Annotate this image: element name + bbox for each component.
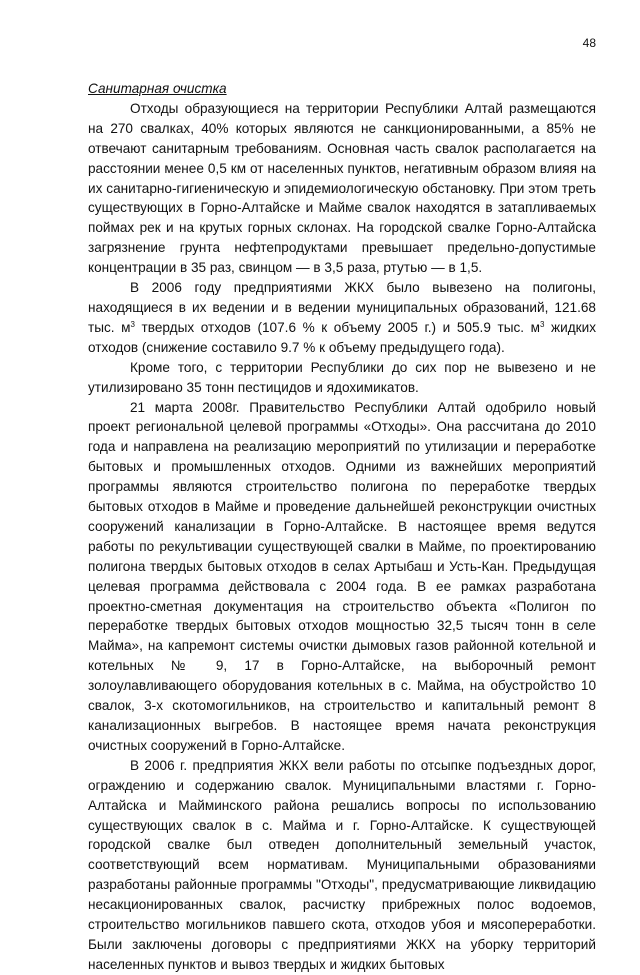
superscript-cubic: 3	[539, 319, 545, 329]
paragraph-text: жидких отходов (снижение составило 9.7 % к объему предыдущего года).	[88, 319, 596, 355]
paragraph-text: В 2006 году предприятиями ЖКХ было вывезено на полигоны, находящиеся в их ведении и в ведении муниципальных образований, 121.68 тыс. м	[88, 280, 596, 335]
page-content	[88, 79, 596, 975]
superscript-cubic: 3	[130, 319, 135, 329]
section-heading: Санитарная очистка	[88, 81, 227, 96]
page-number: 48	[582, 36, 596, 50]
paragraph-pesticides: Кроме того, с территории Республики до сих пор не вывезено и не утилизировано 35 тонн пестицидов и ядохимикатов.	[88, 359, 596, 395]
paragraph-2006-works: В 2006 г. предприятия ЖКХ вели работы по отсыпке подъездных дорог, ограждению и содержанию свалок. Муниципальными властями г. Горно-Алтайска и Майминского района решались вопросы по использованию существующих свалок в с. Майма и г. Горно-Алтайске. К существующей городской свалке был отведен дополнительный земельный участок, соответствующий всем нормативам. Муниципальными образованиями разработаны районные программы "Отходы", предусматривающие ликвидацию несакционированных свалок, расчистку прибрежных полос водоемов, строительство могильников павшего скота, отходов убоя и мясопереработки. Были заключены договоры с предприятиями ЖКХ на уборку территорий населенных пунктов и вывоз твердых и жидких бытовых	[88, 757, 596, 972]
paragraph-waste-program: 21 марта 2008г. Правительство Республики Алтай одобрило новый проект региональной целевой программы «Отходы». Она рассчитана до 2010 года и направлена на реализацию мероприятий по утилизации и переработке бытовых и промышленных отходов. Одними из важнейших мероприятий программы являются строительство полигона по переработке твердых бытовых отходов в Майме и проведение дальнейшей реконструкции очистных сооружений канализации в Горно-Алтайске. В настоящее время ведутся работы по рекультивации существующей свалки в Майме, по проектированию полигона твердых бытовых отходов в селах Артыбаш и Усть-Кан. Предыдущая целевая программа действовала с 2004 года. В ее рамках разработана проектно-сметная документация на строительство объекта «Полигон по переработке твердых бытовых отходов мощностью 32,5 тысяч тонн в селе Майма», на капремонт системы очистки дымовых газов районной котельной и котельных № 9, 17 в Горно-Алтайске, на выборочный ремонт золоулавливающего оборудования котельных в с. Майма, на обустройство 10 свалок, 3-х скотомогильников, на строительство и капитальный ремонт 8 канализационных выгребов. В настоящее время начата реконструкция очистных сооружений в Горно-Алтайске.	[88, 399, 596, 753]
paragraph-text: твердых отходов (107.6 % к объему 2005 г.) и 505.9 тыс. м	[134, 319, 540, 335]
paragraph-landfills: Отходы образующиеся на территории Республики Алтай размещаются на 270 свалках, 40% которых являются не санкционированными, а 85% не отвечают санитарным требованиям. Основная часть свалок располагается на расстоянии менее 0,5 км от населенных пунктов, негативным образом влияя на их санитарно-гигиеническую и эпидемиологическую обстановку. При этом треть существующих в Горно-Алтайске и Майме свалок находятся в затапливаемых поймах рек и на крутых горных склонах. На городской свалке Горно-Алтайска загрязнение грунта нефтепродуктами превышает предельно-допустимые концентрации в 35 раз, свинцом — в 3,5 раза, ртутью — в 1,5.	[88, 100, 596, 276]
paragraph-2006-volumes	[88, 278, 596, 358]
